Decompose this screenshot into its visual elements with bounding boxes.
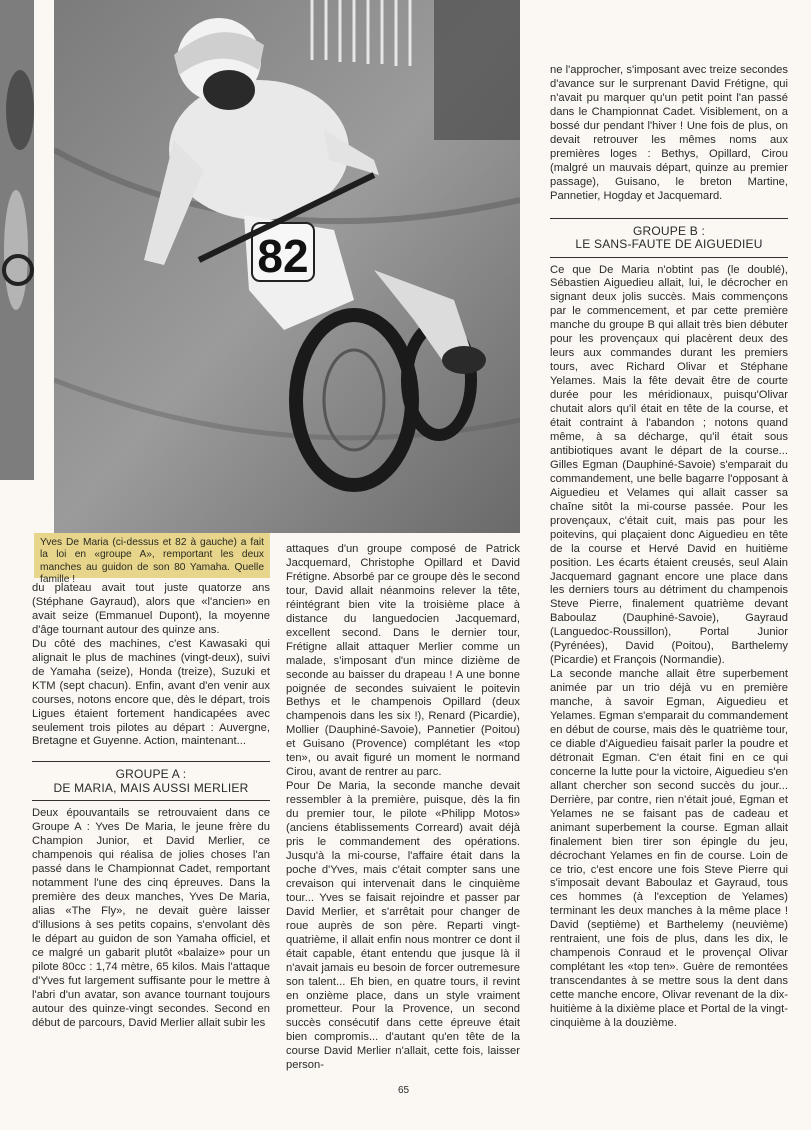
col2-paragraph-1: attaques d'un groupe composé de Patrick Jacquemard, Christophe Opillard et David Frétigne. Absorbé par ce groupe dès le second tour, David allait néanmoins relever la tête, réintégrant bien vite la troisième place à distance du languedocien Jacquemard, excellent second. Dans le dernier tour, Frétigne allait attaquer Merlier comme un malade, s'imposant d'un mince dizième de seconde au baisser du drapeau ! A une bonne poignée de secondes suivaient le poitevin Bethys et le champenois Opillard (deux champenois dans les six !), Renard (Picardie), Mollier (Dauphiné-Savoie), Pannetier (Poitou) et Guisano (Provence) complétant les «top ten», ou avait figuré un moment le normand Cirou, avant de rentrer au parc.: [286, 543, 520, 779]
section-heading-groupe-a: [32, 761, 270, 801]
heading-line-1: GROUPE A :: [115, 767, 187, 782]
col3-paragraph-1: ne l'approcher, s'imposant avec treize secondes d'avance sur le surprenant David Frétigne, qui n'avait pu marquer qu'un petit point l'an passé dans le Championnat Cadet. Visiblement, on a bossé dur pendant l'hiver ! Une fois de plus, on devait retrouver les mêmes noms aux premières loges : Bethys, Opillard, Cirou (malgré un mauvais départ, quinze au premier passage), Guisano, le breton Martine, Pannetier, Hogday et Jacquemard.: [550, 64, 788, 202]
heading-line-1: GROUPE B :: [632, 223, 705, 238]
photo-caption: Yves De Maria (ci-dessus et 82 à gauche) a fait la loi en «groupe A», remportant les deux manches au guidon de son 80 Yamaha. Quelle famille !: [34, 533, 270, 578]
plate-number: 82: [257, 230, 309, 282]
col1-paragraph-1: du plateau avait tout juste quatorze ans (Stéphane Gayraud), alors que «l'ancien» en avait seize (Emmanuel Dupont), la moyenne d'âge tournant autour des quinze ans.: [32, 582, 270, 636]
col1-paragraph-3: Deux épouvantails se retrouvaient dans ce Groupe A : Yves De Maria, le jeune frère du Champion Junior, et David Merlier, ce champenois qui réalisa de jolies choses l'an passé dans le Championnat Cadet, remportant notamment l'une des cinq épreuves. Dans la première des deux manches, Yves De Maria, alias «The Fly», ne devait guère laisser d'illusions à ses petits copains, s'envolant dès le départ au guidon de son Yamaha officiel, et ce malgré un gabarit plutôt «balaize» pour un pilote 80cc : 1,74 mètre, 65 kilos. Mais l'attaque d'Yves fut largement suffisante pour le mettre à l'abri d'un avatar, son avance tournant toujours autour des quinze-vingt secondes. Second en début de parcours, David Merlier allait subir les: [32, 807, 270, 1029]
col1-paragraph-2: Du côté des machines, c'est Kawasaki qui alignait le plus de machines (vingt-deux), suivi de Yamaha (seize), Honda (treize), Suzuki et KTM (sept chacun). Enfin, avant d'en venir aux courses, notons encore que, dès le départ, trois Ligues étaient fortement handicapées avec seulement trois pilotes au départ : Auvergne, Bretagne et Guyenne. Action, maintenant...: [32, 637, 270, 748]
column-1: [32, 582, 270, 1031]
col3-paragraph-2: Ce que De Maria n'obtint pas (le doublé), Sébastien Aiguedieu allait, lui, le décrocher en signant deux jolis succès. Mais commençons par le commencement, et par cette première manche du groupe B qui allait très bien débuter pour les provençaux qui placèrent deux des leurs aux commandes durant les premiers tours, avec Richard Olivar et Stéphane Yelames. Mais la fête devait être de courte durée pour les méridionaux, puisqu'Olivar chutait alors qu'il était en tête de la course, et était contraint à l'abandon ; notons quand même, à sa décharge, qu'il était sous antibiotiques avant le départ de la course... Gilles Egman (Dauphiné-Savoie) s'emparait du commandement, une belle bagarre l'opposant à Aiguedieu et Velames qui allait casser sa chaîne sitôt la mi-course passée. Pour les provençaux, c'était cuit, mais pas pour les poitevins, qui plaçaient donc Aiguedieu en tête de la course et Hervé David en huitième position. Les écarts étaient creusés, seul Alain Jacquemard gagnant encore une place dans les derniers tours au détriment du champenois Steve Pierre, finalement quatrième devant Baboulaz (Dauphiné-Savoie), Gayraud (Languedoc-Roussillon), Portal Junior (Pyrénées), David (Poitou), Barthelemy (Picardie) et François (Normandie).: [550, 263, 788, 667]
col2-paragraph-2: Pour De Maria, la seconde manche devait ressembler à la première, puisque, dès la fin du premier tour, le pilote «Philipp Motos» (anciens établissements Correard) avait déjà pris le commandement des opérations. Jusqu'à la mi-course, l'affaire était dans la poche d'Yves, mais c'était compter sans une crevaison qui intervenait dans le cinquième tour... Yves se faisait rejoindre et passer par David Merlier, et s'arrêtait pour changer de roue auprès de son père. Reparti vingt-quatrième, il allait enfin nous montrer ce dont il était capable, étant entendu que jusque là il n'avait jamais eu besoin de forcer outremesure son talent... Eh bien, en quatre tours, il revint en onzième place, dans un style vraiment prometteur. Pour la Provence, un second succès consécutif dans cette épreuve était bien compromis... d'autant qu'en tête de la course David Merlier n'allait, cette fois, laisser person-: [286, 780, 520, 1072]
column-2: [286, 543, 520, 1073]
main-photo: [54, 0, 520, 533]
column-3: [550, 64, 788, 1031]
section-heading-groupe-b: [550, 218, 788, 258]
page-number: 65: [398, 1085, 410, 1096]
heading-line-2: LE SANS-FAUTE DE AIGUEDIEU: [575, 237, 763, 252]
col3-paragraph-3: La seconde manche allait être superbement animée par un trio déjà vu en première manche, à savoir Egman, Aiguedieu et Yelames. Egman s'emparait du commandement en début de course, mais dès le quatrième tour, ce diable d'Aiguedieu faisait parler la poudre et détronait Egman. C'en était fini en ce qui concerne la lutte pour la victoire, Aiguedieu s'en allant chercher son second succès du jour... Derrière, par contre, rien n'était joué, Egman et Yelames ne se faisant pas de cadeau et animant superbement la course. Egman allait finalement bien tirer son épingle du jeu, décrochant Yelames en fin de course. Loin de ce trio, c'est encore une fois Steve Pierre qui s'imposait devant Baboulaz et Gayraud, tous ces hommes (à l'exception de Yelames) terminant les deux manches à la même place ! David (septième) et Barthelemy (neuvième) rentraient, une fois de plus, dans les dix, le champenois Conraud et le provençal Olivar complétant les «top ten». Guère de remontées transcendantes à se mettre sous la dent dans cette manche encore, Olivar revenant de la dix-huitième à la dixième place et Portal de la vingt-cinquième à la douzième.: [550, 668, 788, 1029]
heading-line-2: DE MARIA, MAIS AUSSI MERLIER: [53, 780, 249, 795]
left-photo: [0, 0, 34, 480]
